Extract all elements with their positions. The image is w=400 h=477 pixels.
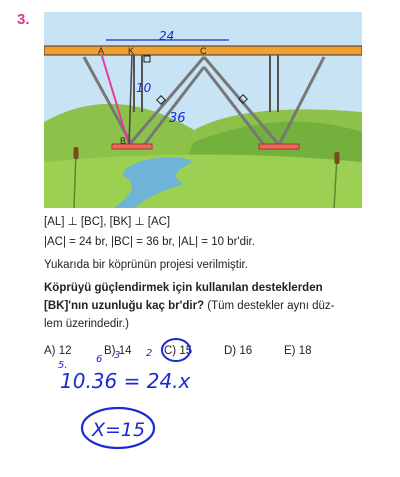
option-a[interactable]: A) 12 [44, 345, 72, 357]
hw-10: 10 [136, 81, 152, 95]
given-lengths: |AC| = 24 br, |BC| = 36 br, |AL| = 10 br'dir. [44, 236, 255, 248]
question-line-1: Köprüyü güçlendirmek için kullanılan desteklerden [44, 282, 323, 294]
hw-small-6: 6 [96, 354, 103, 365]
option-b[interactable]: B) 14 [104, 345, 132, 357]
question-note-2: lem üzerindedir.) [44, 318, 130, 330]
circle-answer [82, 408, 154, 448]
given-perpendiculars: [AL] ⊥ [BC], [BK] ⊥ [AC] [44, 216, 171, 228]
hw-small-5: 5. [58, 360, 68, 371]
foot-right [259, 144, 299, 149]
question-note-1: (Tüm destekler aynı düz- [207, 300, 335, 312]
option-e[interactable]: E) 18 [284, 345, 312, 357]
question-bold-2: [BK]'nın uzunluğu kaç br'dir? [44, 300, 205, 312]
hw-small-3: 3 [114, 350, 121, 361]
hw-36: 36 [169, 111, 186, 126]
label-a: A [98, 46, 105, 56]
intro-text: Yukarıda bir köprünün projesi verilmiştir. [44, 259, 248, 271]
option-c[interactable]: C) 15 [164, 345, 193, 357]
grass [44, 155, 362, 209]
hw-small-2: 2 [146, 348, 153, 359]
label-k: K [128, 46, 135, 56]
foot-left [112, 144, 152, 149]
answer-options [44, 345, 374, 361]
hw-equation: 10.36 = 24.x [60, 369, 191, 393]
bridge-figure [44, 12, 362, 208]
question-line-2 [44, 300, 334, 312]
hw-answer: X=15 [92, 419, 146, 441]
label-b: B [120, 136, 127, 146]
hw-24: 24 [159, 29, 175, 43]
label-c: C [200, 46, 207, 56]
question-number: 3. [17, 11, 30, 28]
option-d[interactable]: D) 16 [224, 345, 253, 357]
